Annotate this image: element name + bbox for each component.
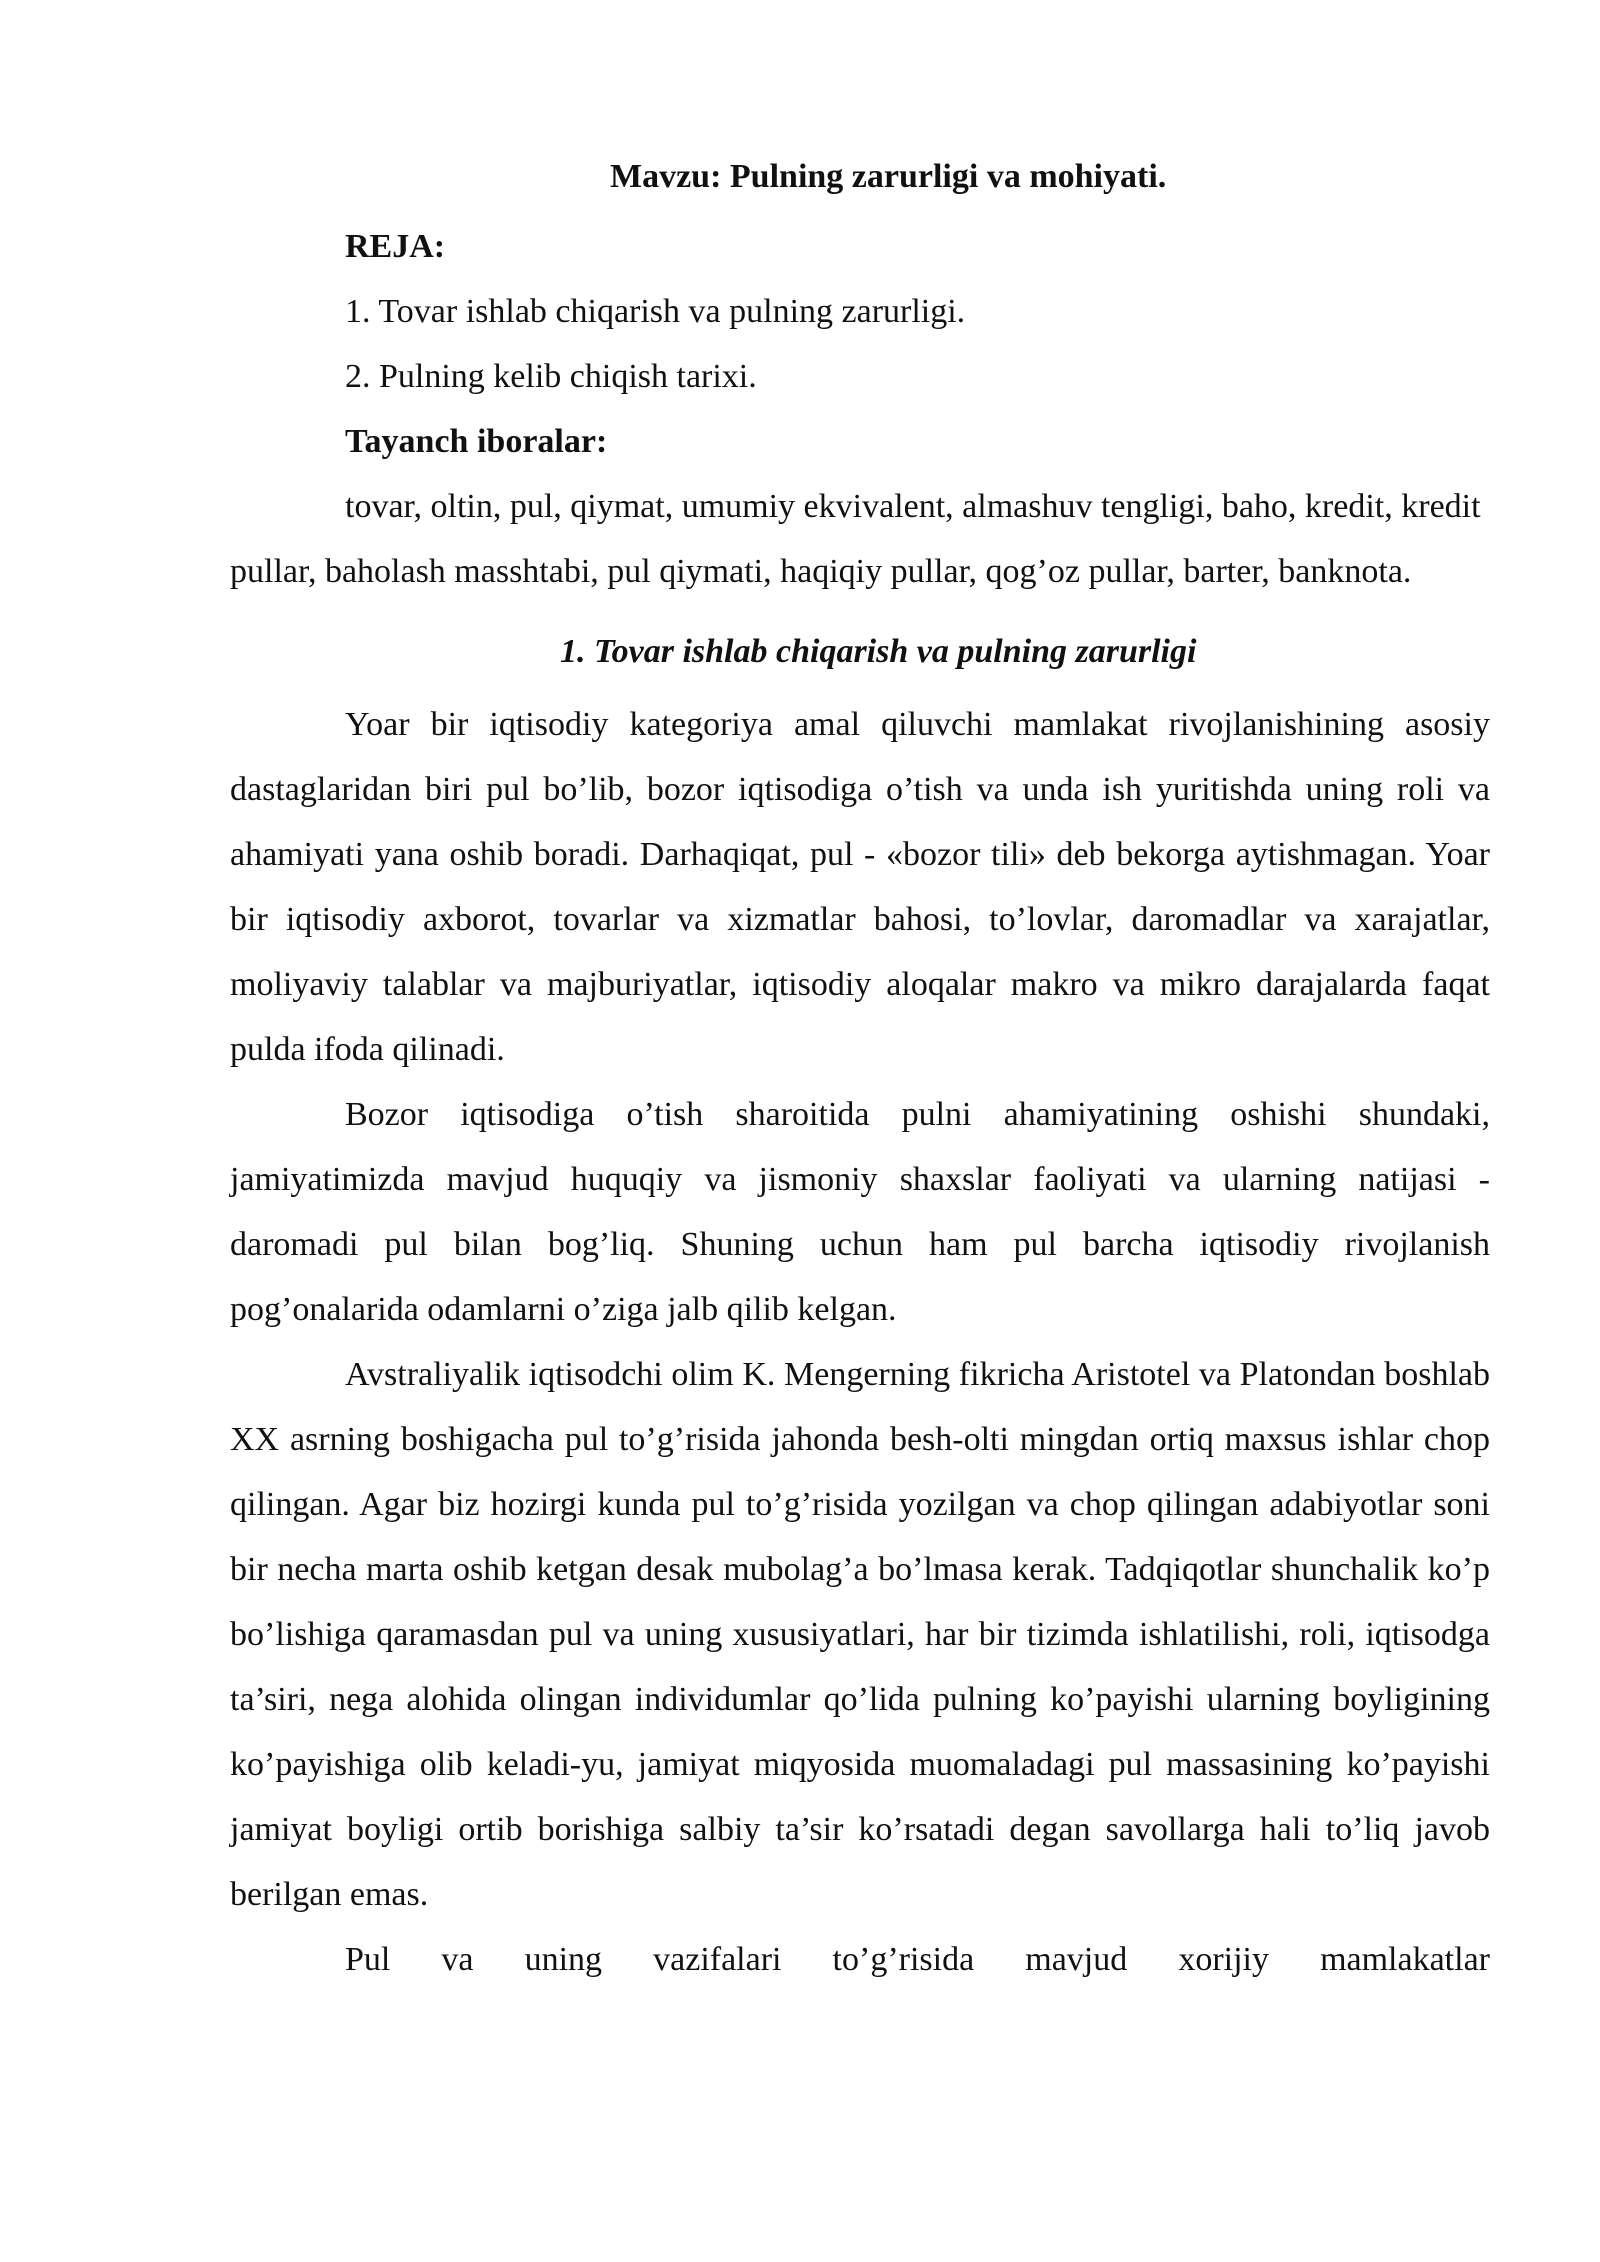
document-title: Mavzu: Pulning zarurligi va mohiyati. [610,158,1167,195]
keywords-text: tovar, oltin, pul, qiymat, umumiy ekvivalent, almashuv tengligi, baho, kredit, kredit pullar, baholash masshtabi, pul qiymati, haqiqiy pullar, qog’oz pullar, barter, banknota. [230,488,1481,590]
plan-item-1: 1. Tovar ishlab chiqarish va pulning zarurligi. [345,293,966,330]
plan-item-2: 2. Pulning kelib chiqish tarixi. [345,358,757,395]
section-heading: 1. Tovar ishlab chiqarish va pulning zarurligi [560,633,1197,670]
paragraph-4: Pul va uning vazifalari to’g’risida mavjud xorijiy mamlakatlar [345,1941,1490,1978]
document-page [230,150,1490,1992]
paragraph-3: Avstraliyalik iqtisodchi olim K. Mengerning fikricha Aristotel va Platondan boshlab XX asrning boshigacha pul to’g’risida jahonda besh-olti mingdan ortiq maxsus ishlar chop qilingan. Agar biz hozirgi kunda pul to’g’risida yozilgan va chop qilingan adabiyotlar soni bir necha marta oshib ketgan desak mubolag’a bo’lmasa kerak. Tadqiqotlar shunchalik ko’p bo’lishiga qaramasdan pul va uning xususiyatlari, har bir tizimda ishlatilishi, roli, iqtisodga ta’siri, nega alohida olingan individumlar qo’lida pulning ko’payishi ularning boyligining ko’payishiga olib keladi-yu, jamiyat miqyosida muomaladagi pul massasining ko’payishi jamiyat boyligi ortib borishiga salbiy ta’sir ko’rsatadi degan savollarga hali to’liq javob berilgan emas. [230,1356,1490,1913]
paragraph-2: Bozor iqtisodiga o’tish sharoitida pulni ahamiyatining oshishi shundaki, jamiyatimizda mavjud huquqiy va jismoniy shaxslar faoliyati va ularning natijasi - daromadi pul bilan bog’liq. Shuning uchun ham pul barcha iqtisodiy rivojlanish pog’onalarida odamlarni o’ziga jalb qilib kelgan. [230,1096,1490,1328]
keywords-heading: Tayanch iboralar: [345,423,608,460]
plan-heading: REJA: [345,228,446,265]
paragraph-1: Yoar bir iqtisodiy kategoriya amal qiluvchi mamlakat rivojlanishining asosiy dastaglaridan biri pul bo’lib, bozor iqtisodiga o’tish va unda ish yuritishda uning roli va ahamiyati yana oshib boradi. Darhaqiqat, pul - «bozor tili» deb bekorga aytishmagan. Yoar bir iqtisodiy axborot, tovarlar va xizmatlar bahosi, to’lovlar, daromadlar va xarajatlar, moliyaviy talablar va majburiyatlar, iqtisodiy aloqalar makro va mikro darajalarda faqat pulda ifoda qilinadi. [230,706,1490,1068]
